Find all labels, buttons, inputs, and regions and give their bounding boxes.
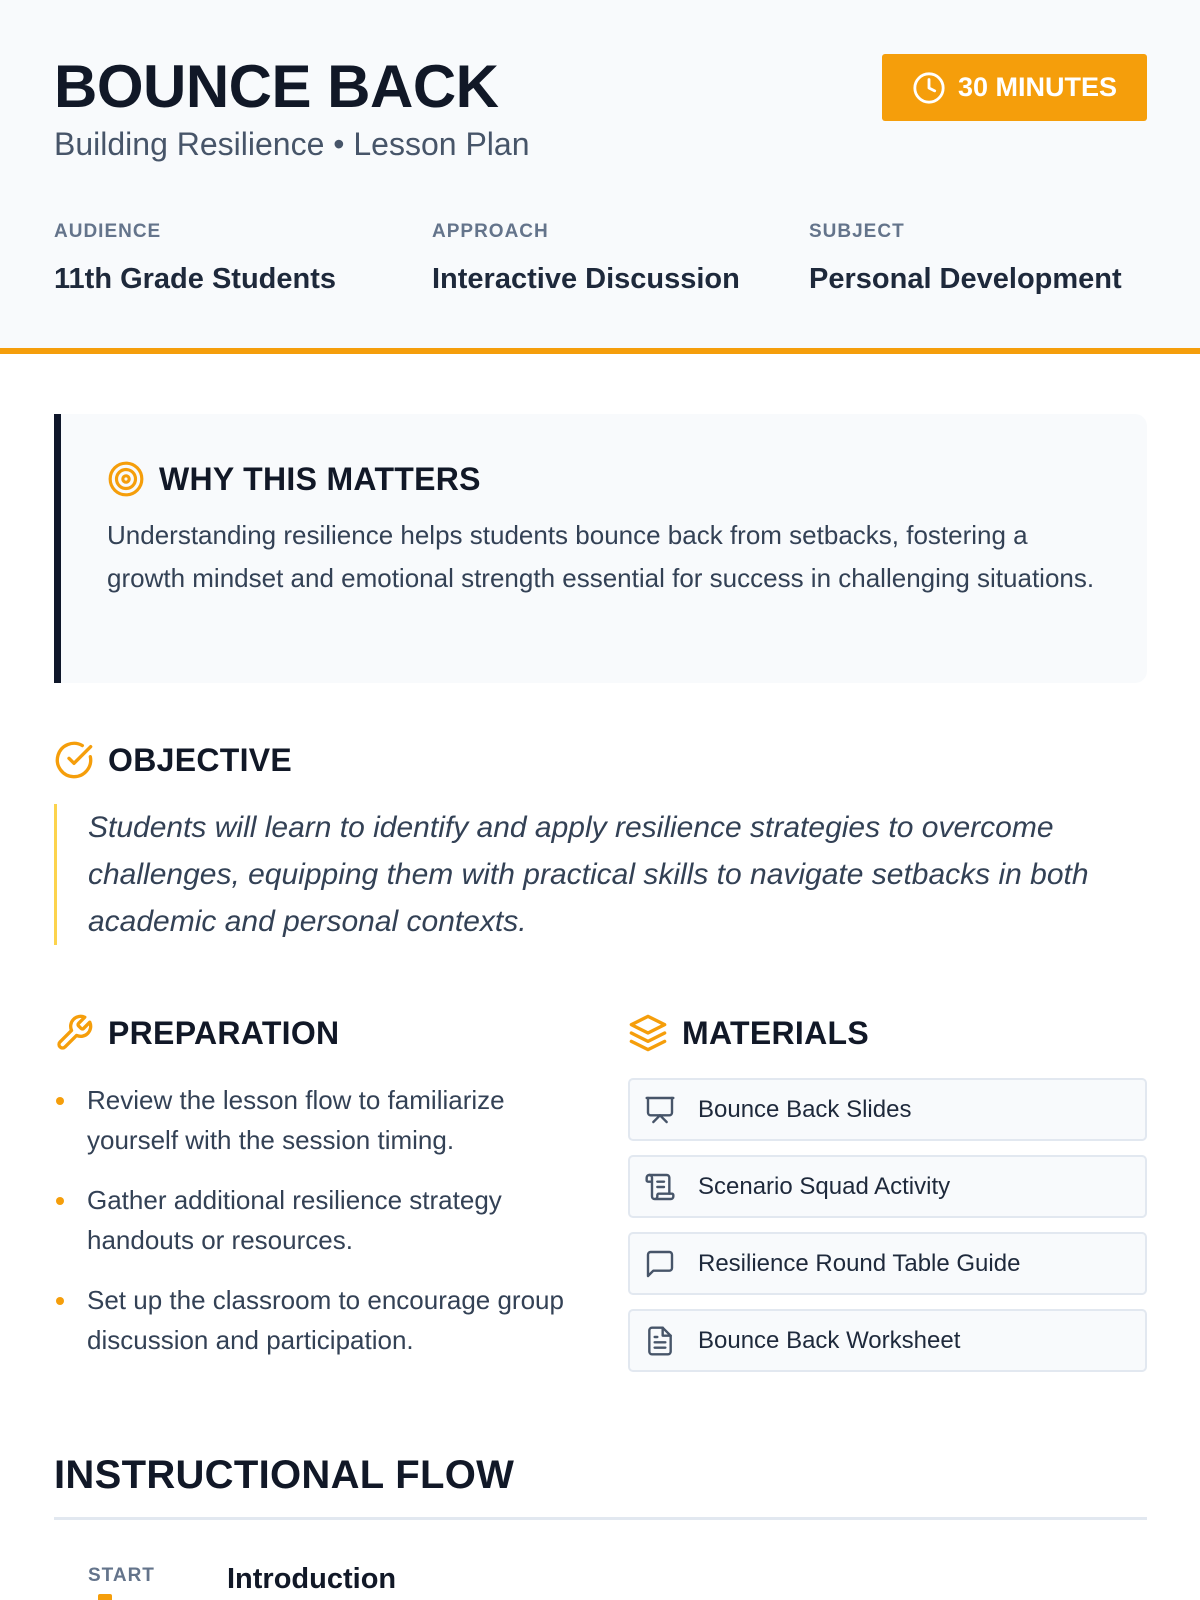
- material-label: Scenario Squad Activity: [698, 1172, 951, 1200]
- instructional-flow-title: INSTRUCTIONAL FLOW: [54, 1453, 515, 1497]
- layers-icon: [628, 1013, 668, 1053]
- preparation-list: [54, 1080, 574, 1380]
- meta-approach: [432, 220, 740, 296]
- material-label: Bounce Back Slides: [698, 1095, 912, 1123]
- materials-heading: [628, 1013, 869, 1053]
- material-item-slides[interactable]: [628, 1078, 1147, 1141]
- flow-step-title: Introduction: [227, 1563, 397, 1595]
- target-icon: [107, 460, 145, 498]
- check-circle-icon: [54, 740, 94, 780]
- list-item: [54, 1180, 574, 1260]
- materials-title: MATERIALS: [682, 1015, 869, 1051]
- meta-label: AUDIENCE: [54, 221, 162, 242]
- material-label: Bounce Back Worksheet: [698, 1326, 961, 1354]
- why-this-matters-card: [54, 414, 1147, 683]
- meta-value: Personal Development: [809, 263, 1122, 295]
- preparation-heading: [54, 1013, 339, 1053]
- objective-title: OBJECTIVE: [108, 742, 293, 778]
- objective-text: Students will learn to identify and apply resilience strategies to overcome challenges, equipping them with practical skills to navigate setbacks in both academic and personal contexts.: [54, 804, 1147, 945]
- meta-value: Interactive Discussion: [432, 263, 740, 295]
- material-item-activity[interactable]: [628, 1155, 1147, 1218]
- meta-label: APPROACH: [432, 221, 549, 242]
- message-square-icon: [644, 1248, 676, 1280]
- why-heading: [107, 460, 481, 498]
- lesson-subtitle: Building Resilience • Lesson Plan: [54, 126, 530, 162]
- duration-text: 30 MINUTES: [957, 72, 1118, 102]
- meta-subject: [809, 220, 1122, 296]
- objective-heading: [54, 740, 292, 780]
- timeline-marker: [98, 1594, 112, 1600]
- bullet-icon: [56, 1297, 64, 1305]
- list-item: [54, 1280, 574, 1360]
- divider: [54, 1517, 1147, 1520]
- document-icon: [644, 1325, 676, 1357]
- list-item: [54, 1080, 574, 1160]
- lesson-header: [0, 0, 1200, 354]
- preparation-item-text: Review the lesson flow to familiarize yourself with the session timing.: [87, 1085, 505, 1155]
- scroll-icon: [644, 1171, 676, 1203]
- meta-value: 11th Grade Students: [54, 263, 337, 295]
- lesson-title: BOUNCE BACK: [54, 53, 499, 120]
- bullet-icon: [56, 1197, 64, 1205]
- why-title: WHY THIS MATTERS: [159, 461, 481, 497]
- presentation-icon: [644, 1094, 676, 1126]
- flow-step-time: START: [88, 1565, 155, 1586]
- meta-audience: [54, 220, 336, 296]
- clock-icon: [912, 71, 946, 105]
- wrench-icon: [54, 1013, 94, 1053]
- meta-label: SUBJECT: [809, 221, 905, 242]
- preparation-item-text: Set up the classroom to encourage group discussion and participation.: [87, 1285, 564, 1355]
- materials-list: [628, 1078, 1147, 1386]
- preparation-item-text: Gather additional resilience strategy handouts or resources.: [87, 1185, 502, 1255]
- material-item-worksheet[interactable]: [628, 1309, 1147, 1372]
- preparation-title: PREPARATION: [108, 1015, 340, 1051]
- bullet-icon: [56, 1097, 64, 1105]
- duration-badge: [882, 54, 1147, 121]
- material-item-guide[interactable]: [628, 1232, 1147, 1295]
- material-label: Resilience Round Table Guide: [698, 1249, 1021, 1277]
- why-text: Understanding resilience helps students bounce back from setbacks, fostering a growth mindset and emotional strength essential for success in challenging situations.: [107, 520, 1095, 593]
